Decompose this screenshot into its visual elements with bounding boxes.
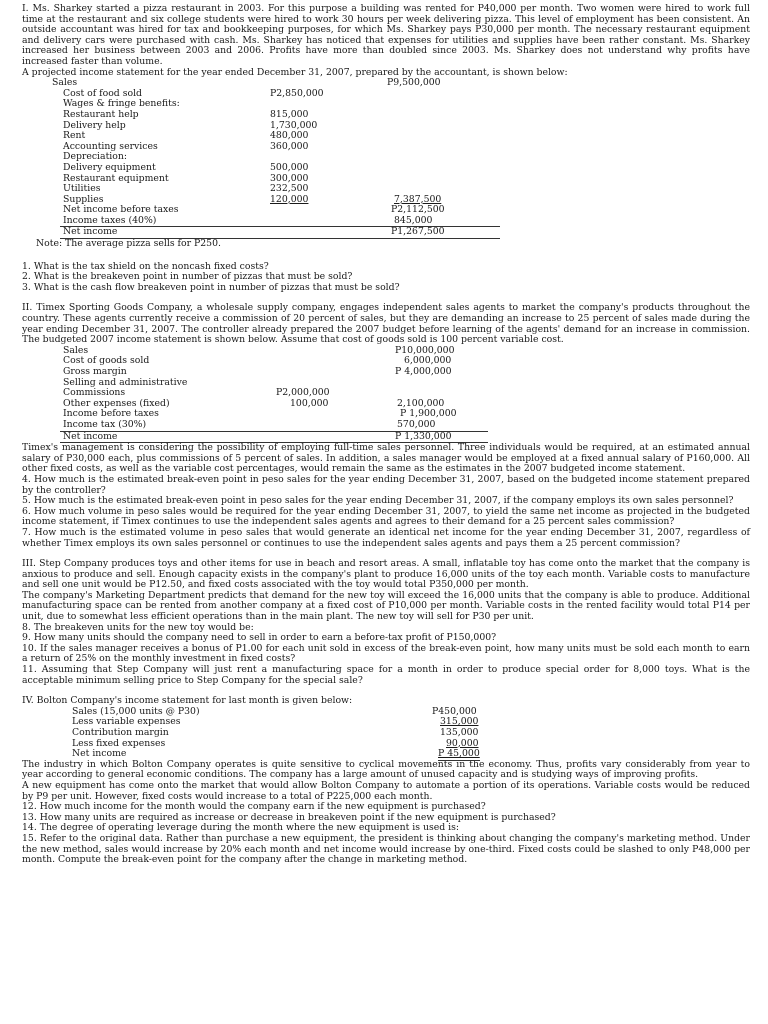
s4-label: Less variable expenses xyxy=(72,716,181,728)
s2-right: P10,000,000 xyxy=(395,344,455,356)
question: 2. What is the breakeven point in number of pizzas that must be sold? xyxy=(22,271,353,283)
section3-para2: The company's Marketing Department predicts that demand for the new toy will exceed the 16,000 units that the company is able to produce. Additional manufacturing space can be rented from another company at a fixed cost of P10,000 per month. Variable costs in the rented facility would total P14 per unit, due to somewhat less efficient operations than in the main plant. The new toy will sell for P30 per unit. xyxy=(22,589,750,623)
s1-mid: 480,000 xyxy=(270,130,309,142)
s2-right: P 1,900,000 xyxy=(400,408,457,420)
s4-right: 90,000 xyxy=(446,737,479,749)
s1-label: Delivery help xyxy=(63,119,126,131)
s2-right: 570,000 xyxy=(397,418,436,430)
s2-label: Income before taxes xyxy=(63,408,159,420)
section2-after: Timex's management is considering the possibility of employing full-time sales personnel. Three individuals would be required, at an estimated annual salary of P30,000 each, plus commissions of 5 percent of sales. In addition, a sales manager would be employed at a fixed annual salary of P160,000. All other fixed costs, as well as the variable cost percentages, would remain the same as the estimates in the 2007 budgeted income statement. xyxy=(22,442,750,475)
s1-label: Restaurant equipment xyxy=(63,172,169,184)
s2-label: Commissions xyxy=(63,387,126,399)
section1-intro: I. Ms. Sharkey started a pizza restaurant in 2003. For this purpose a building was rented for P40,000 per month. Two women were hired to work full time at the restaurant and six college students were hired to work 30 hours per week delivering pizza. This level of employment has been consistent. An outside accountant was hired for tax and bookkeeping purposes, for which Ms. Sharkey pays P30,000 per month. The necessary restaurant equipment and delivery cars were purchased with cash. Ms. Sharkey has noticed that expenses for utilities and supplies have been rather constant. Ms. Sharkey increased her business between 2003 and 2006. Profits have more than doubled since 2003. Ms. Sharkey does not understand why profits have increased faster than volume. xyxy=(22,3,750,67)
s1-right: 7,387,500 xyxy=(394,193,442,205)
section1-income-statement xyxy=(22,78,750,239)
s1-label: Restaurant help xyxy=(63,108,139,120)
s1-label: Accounting services xyxy=(63,140,158,152)
section3-intro: III. Step Company produces toys and other items for use in beach and resort areas. A small, inflatable toy has come onto the market that the company is anxious to produce and sell. Enough capacity exists in the company's plant to produce 16,000 units of the toy each month. Variable costs to manufacture and sell one unit would be P12.50, and fixed costs associated with the toy would total P350,000 per month. xyxy=(22,558,750,591)
question: 14. The degree of operating leverage during the month where the new equipment is used is: xyxy=(22,822,459,834)
s1-label: Net income xyxy=(63,226,118,238)
s4-right: P 45,000 xyxy=(438,748,480,760)
s2-label: Selling and administrative xyxy=(63,376,188,388)
s1-label: Cost of food sold xyxy=(63,87,143,99)
table-rule xyxy=(60,442,488,443)
s1-mid: 360,000 xyxy=(270,140,309,152)
section1-note: Note: The average pizza sells for P250. xyxy=(36,238,221,250)
question: 10. If the sales manager receives a bonus of P1.00 for each unit sold in excess of the break-even point, how many units must be sold each month to earn a return of 25% on the monthly investment in fixed costs? xyxy=(22,642,750,665)
s1-label: Supplies xyxy=(63,193,104,205)
s1-label: Utilities xyxy=(63,183,101,195)
s4-label: Net income xyxy=(72,748,127,760)
section4-after: The industry in which Bolton Company operates is quite sensitive to cyclical movements in the economy. Thus, profits vary considerably from year to year according to general economic conditions. The company has a large amount of unused capacity and is studying ways of improving profits. xyxy=(22,758,750,781)
s1-right: P1,267,500 xyxy=(391,226,445,238)
s1-mid: 500,000 xyxy=(270,161,309,173)
table-rule xyxy=(60,238,500,239)
s4-label: Contribution margin xyxy=(72,727,169,738)
s1-right: P9,500,000 xyxy=(387,77,441,89)
section1-lead: A projected income statement for the year ended December 31, 2007, prepared by the accountant, is shown below: xyxy=(22,66,568,78)
s2-label: Cost of goods sold xyxy=(63,355,150,367)
section4-para2: A new equipment has come onto the market that would allow Bolton Company to automate a portion of its operations. Variable costs would be reduced by P9 per unit. However, fixed costs would increase to a total of P225,000 each month. xyxy=(22,779,750,802)
question: 15. Refer to the original data. Rather than purchase a new equipment, the president is thinking about changing the company's marketing method. Under the new method, sales would increase by 20% each month and net income would increase by one-third. Fixed costs could be slashed to only P48,000 per month. Compute the break-even point for the company after the change in marketing method. xyxy=(22,832,750,866)
question: 6. How much volume in peso sales would be required for the year ending December 31, 2007, to yield the same net income as projected in the budgeted income statement, if Timex continues to use the independent sales agents and agrees to their demand for a 25 percent sales commission? xyxy=(22,505,750,528)
s1-label: Rent xyxy=(63,130,86,142)
question: 11. Assuming that Step Company will just rent a manufacturing space for a month in order to produce special order for 8,000 toys. What is the acceptable minimum selling price to Step Company for the special sale? xyxy=(22,664,750,686)
s2-right: P 4,000,000 xyxy=(395,366,452,377)
s1-mid: 815,000 xyxy=(270,108,309,120)
s4-right: P450,000 xyxy=(432,705,477,717)
s2-label: Net income xyxy=(63,430,118,442)
question: 8. The breakeven units for the new toy would be: xyxy=(22,621,254,633)
s2-mid: P2,000,000 xyxy=(276,387,330,399)
s1-mid: P2,850,000 xyxy=(270,87,324,99)
s1-label: Depreciation: xyxy=(63,151,128,163)
question: 5. How much is the estimated break-even point in peso sales for the year ending December 31, 2007, if the company employs its own sales personnel? xyxy=(22,495,734,507)
s2-mid: 100,000 xyxy=(290,397,329,409)
s2-right: 6,000,000 xyxy=(404,355,452,367)
s1-right: P2,112,500 xyxy=(391,204,445,216)
section2-intro: II. Timex Sporting Goods Company, a wholesale supply company, engages independent sales agents to market the company's products throughout the country. These agents currently receive a commission of 20 percent of sales, but they are demanding an increase to 25 percent of sales made during the year ending December 31, 2007. The controller already prepared the 2007 budget before learning of the agents' demand for an increase in commission. The budgeted 2007 income statement is shown below. Assume that cost of goods sold is 100 percent variable cost. xyxy=(22,302,750,346)
question: 3. What is the cash flow breakeven point in number of pizzas that must be sold? xyxy=(22,281,400,293)
s2-label: Sales xyxy=(63,344,89,356)
s4-label: Sales (15,000 units @ P30) xyxy=(72,705,200,717)
s1-mid: 120,000 xyxy=(270,193,309,205)
s2-label: Income tax (30%) xyxy=(63,418,147,430)
s1-label: Wages & fringe benefits: xyxy=(63,98,180,110)
s1-mid: 232,500 xyxy=(270,183,309,195)
s2-label: Other expenses (fixed) xyxy=(63,397,170,409)
question: 1. What is the tax shield on the noncash fixed costs? xyxy=(22,260,269,272)
s1-label: Sales xyxy=(52,77,78,89)
s1-right: 845,000 xyxy=(394,214,433,226)
s2-right: P 1,330,000 xyxy=(395,430,452,442)
s1-label: Delivery equipment xyxy=(63,161,156,173)
section4-income-statement xyxy=(22,707,750,760)
question: 7. How much is the estimated volume in peso sales that would generate an identical net income for the year ending December 31, 2007, regardless of whether Timex employs its own sales personnel or continues to use the independent sales agents and pays them a 25 percent commission? xyxy=(22,526,750,549)
section2-income-statement xyxy=(22,346,750,443)
question: 12. How much income for the month would the company earn if the new equipment is purchased? xyxy=(22,801,486,813)
s2-label: Gross margin xyxy=(63,366,127,377)
s1-mid: 1,730,000 xyxy=(270,119,318,131)
section4-lead: IV. Bolton Company's income statement for last month is given below: xyxy=(22,695,353,707)
s4-right: 315,000 xyxy=(440,716,479,728)
s4-right: 135,000 xyxy=(440,727,479,738)
document-page xyxy=(22,0,750,866)
question: 13. How many units are required as increase or decrease in breakeven point if the new equipment is purchased? xyxy=(22,811,556,823)
question: 4. How much is the estimated break-even point in peso sales for the year ending December 31, 2007, based on the budgeted income statement prepared by the controller? xyxy=(22,473,750,496)
s1-mid: 300,000 xyxy=(270,172,309,184)
s1-label: Income taxes (40%) xyxy=(63,214,157,226)
s4-label: Less fixed expenses xyxy=(72,737,166,749)
s2-right: 2,100,000 xyxy=(397,397,445,409)
question: 9. How many units should the company need to sell in order to earn a before-tax profit of P150,000? xyxy=(22,632,497,644)
s1-label: Net income before taxes xyxy=(63,204,179,216)
